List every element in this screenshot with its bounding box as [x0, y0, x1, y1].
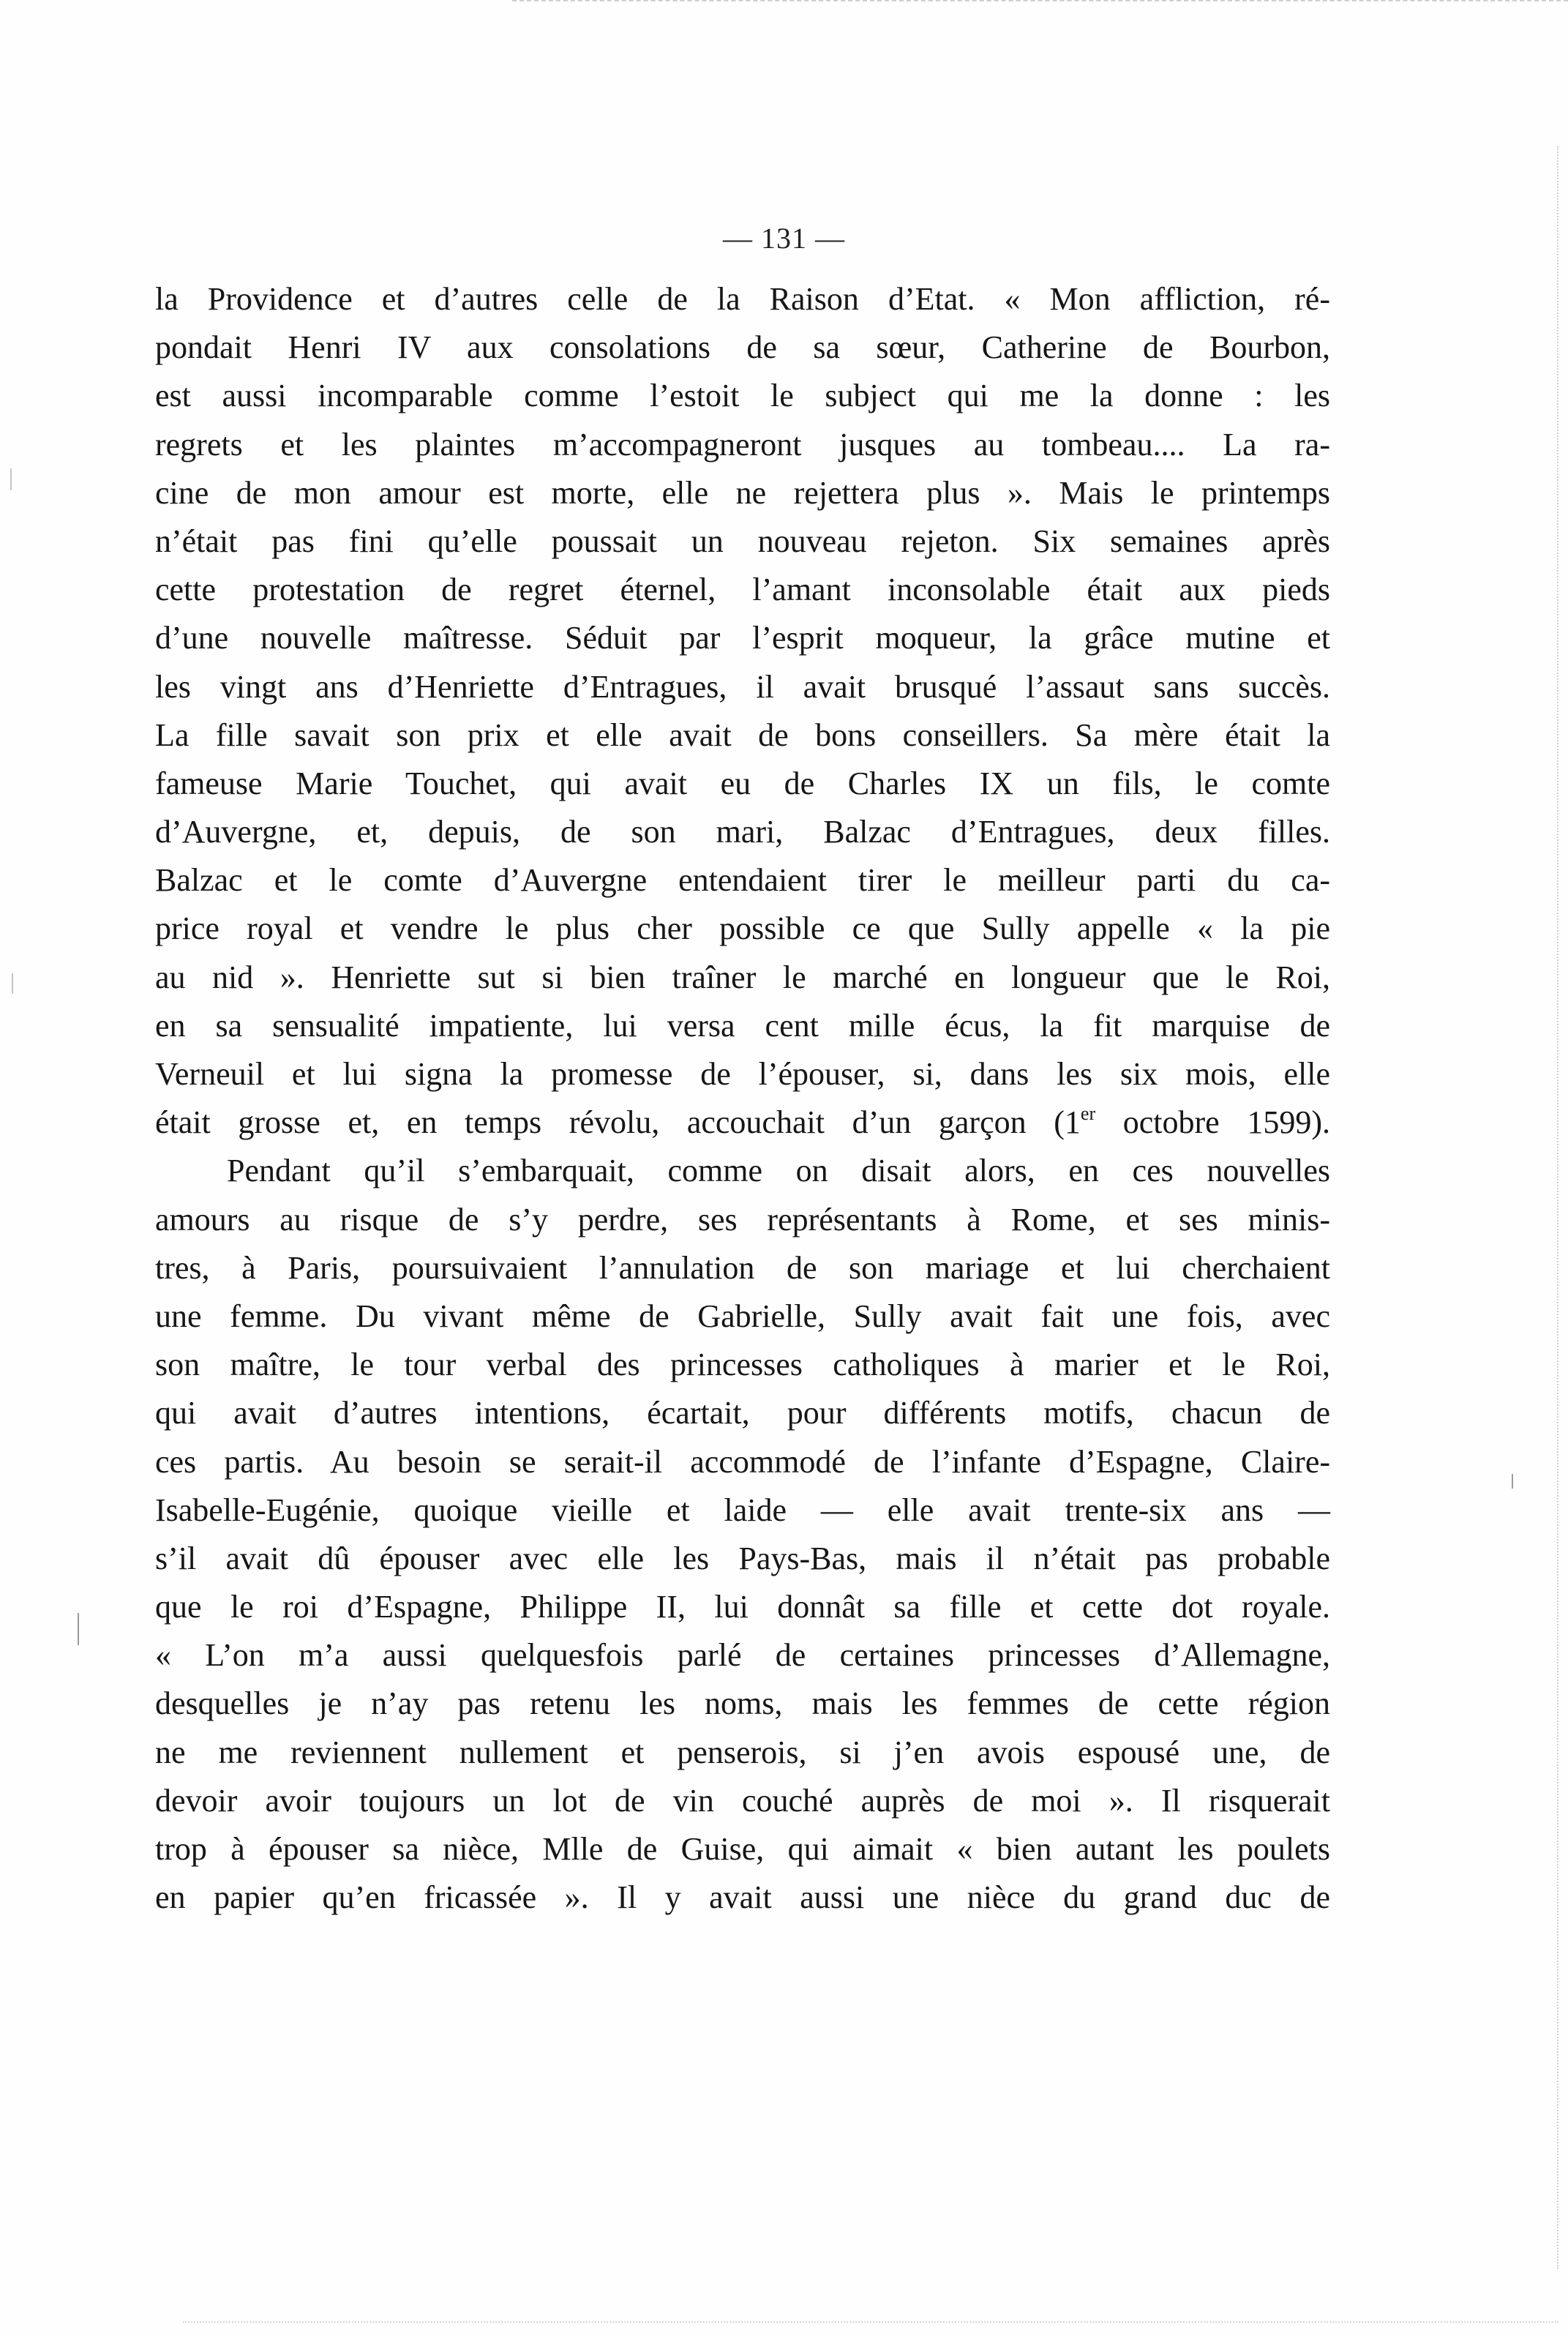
text-line: tres, à Paris, poursuivaient l’annulation de son mariage et lui cherchaient — [155, 1249, 1330, 1286]
text-line: « L’on m’a aussi quelquesfois parlé de certaines princesses d’Allemagne, — [155, 1637, 1330, 1674]
text-line: que le roi d’Espagne, Philippe II, lui donnât sa fille et cette dot royale. — [155, 1589, 1330, 1625]
margin-mark — [12, 973, 13, 994]
text-line: n’était pas fini qu’elle poussait un nouveau rejeton. Six semaines après — [155, 523, 1330, 559]
text-line: en papier qu’en fricassée ». Il y avait aussi une nièce du grand duc de — [155, 1879, 1330, 1916]
text-fragment: octobre 1599). — [1095, 1104, 1330, 1141]
text-line: en sa sensualité impatiente, lui versa cent mille écus, la fit marquise de — [155, 1007, 1330, 1044]
text-line: regrets et les plaintes m’accompagneront jusques au tombeau.... La ra- — [155, 426, 1330, 463]
text-line: qui avait d’autres intentions, écartait, pour différents motifs, chacun de — [155, 1395, 1330, 1431]
text-line: ces partis. Au besoin se serait-il accommodé de l’infante d’Espagne, Claire- — [155, 1443, 1330, 1480]
margin-mark — [1512, 1474, 1513, 1489]
scan-edge-top — [512, 0, 1568, 4]
text-line: La fille savait son prix et elle avait de bons conseillers. Sa mère était la — [155, 716, 1330, 753]
scan-edge-bottom — [183, 2321, 1558, 2323]
text-line: les vingt ans d’Henriette d’Entragues, il avait brusqué l’assaut sans succès. — [155, 668, 1330, 705]
text-line: Verneuil et lui signa la promesse de l’épouser, si, dans les six mois, elle — [155, 1056, 1330, 1092]
text-line: Pendant qu’il s’embarquait, comme on disait alors, en ces nouvelles — [227, 1153, 1330, 1189]
text-line: desquelles je n’ay pas retenu les noms, mais les femmes de cette région — [155, 1685, 1330, 1722]
scan-edge-right — [1557, 146, 1558, 2269]
text-line-final — [155, 1098, 1330, 1147]
text-line: fameuse Marie Touchet, qui avait eu de Charles IX un fils, le comte — [155, 765, 1330, 801]
text-line: trop à épouser sa nièce, Mlle de Guise, qui aimait « bien autant les poulets — [155, 1831, 1330, 1867]
superscript: er — [1080, 1103, 1096, 1125]
text-line: une femme. Du vivant même de Gabrielle, Sully avait fait une fois, avec — [155, 1298, 1330, 1334]
text-line: Isabelle-Eugénie, quoique vieille et laide — elle avait trente-six ans — — [155, 1491, 1330, 1528]
text-line: est aussi incomparable comme l’estoit le subject qui me la donne : les — [155, 378, 1330, 414]
text-line: cine de mon amour est morte, elle ne rejettera plus ». Mais le printemps — [155, 474, 1330, 511]
text-line: price royal et vendre le plus cher possible ce que Sully appelle « la pie — [155, 910, 1330, 947]
paragraph-1 — [155, 275, 1330, 1147]
text-line: cette protestation de regret éternel, l’amant inconsolable était aux pieds — [155, 572, 1330, 608]
text-line: Balzac et le comte d’Auvergne entendaient tirer le meilleur parti du ca- — [155, 862, 1330, 899]
text-line: pondait Henri IV aux consolations de sa sœur, Catherine de Bourbon, — [155, 329, 1330, 366]
paragraph-2 — [155, 1147, 1330, 1922]
text-line: d’une nouvelle maîtresse. Séduit par l’esprit moqueur, la grâce mutine et — [155, 620, 1330, 656]
margin-mark — [10, 468, 12, 490]
text-line: au nid ». Henriette sut si bien traîner le marché en longueur que le Roi, — [155, 959, 1330, 995]
text-line: son maître, le tour verbal des princesses catholiques à marier et le Roi, — [155, 1347, 1330, 1383]
text-line: d’Auvergne, et, depuis, de son mari, Balzac d’Entragues, deux filles. — [155, 814, 1330, 850]
text-line: amours au risque de s’y perdre, ses représentants à Rome, et ses minis- — [155, 1201, 1330, 1238]
text-line: ne me reviennent nullement et penserois, si j’en avois espousé une, de — [155, 1734, 1330, 1770]
page-number: — 131 — — [723, 222, 845, 255]
text-line: la Providence et d’autres celle de la Raison d’Etat. « Mon affliction, ré- — [155, 281, 1330, 317]
body-text — [155, 275, 1330, 1922]
margin-mark — [78, 1613, 79, 1645]
text-line: s’il avait dû épouser avec elle les Pays-Bas, mais il n’était pas probable — [155, 1540, 1330, 1576]
text-fragment: était grosse et, en temps révolu, accouchait d’un garçon (1 — [155, 1104, 1081, 1141]
text-line: devoir avoir toujours un lot de vin couché auprès de moi ». Il risquerait — [155, 1782, 1330, 1819]
